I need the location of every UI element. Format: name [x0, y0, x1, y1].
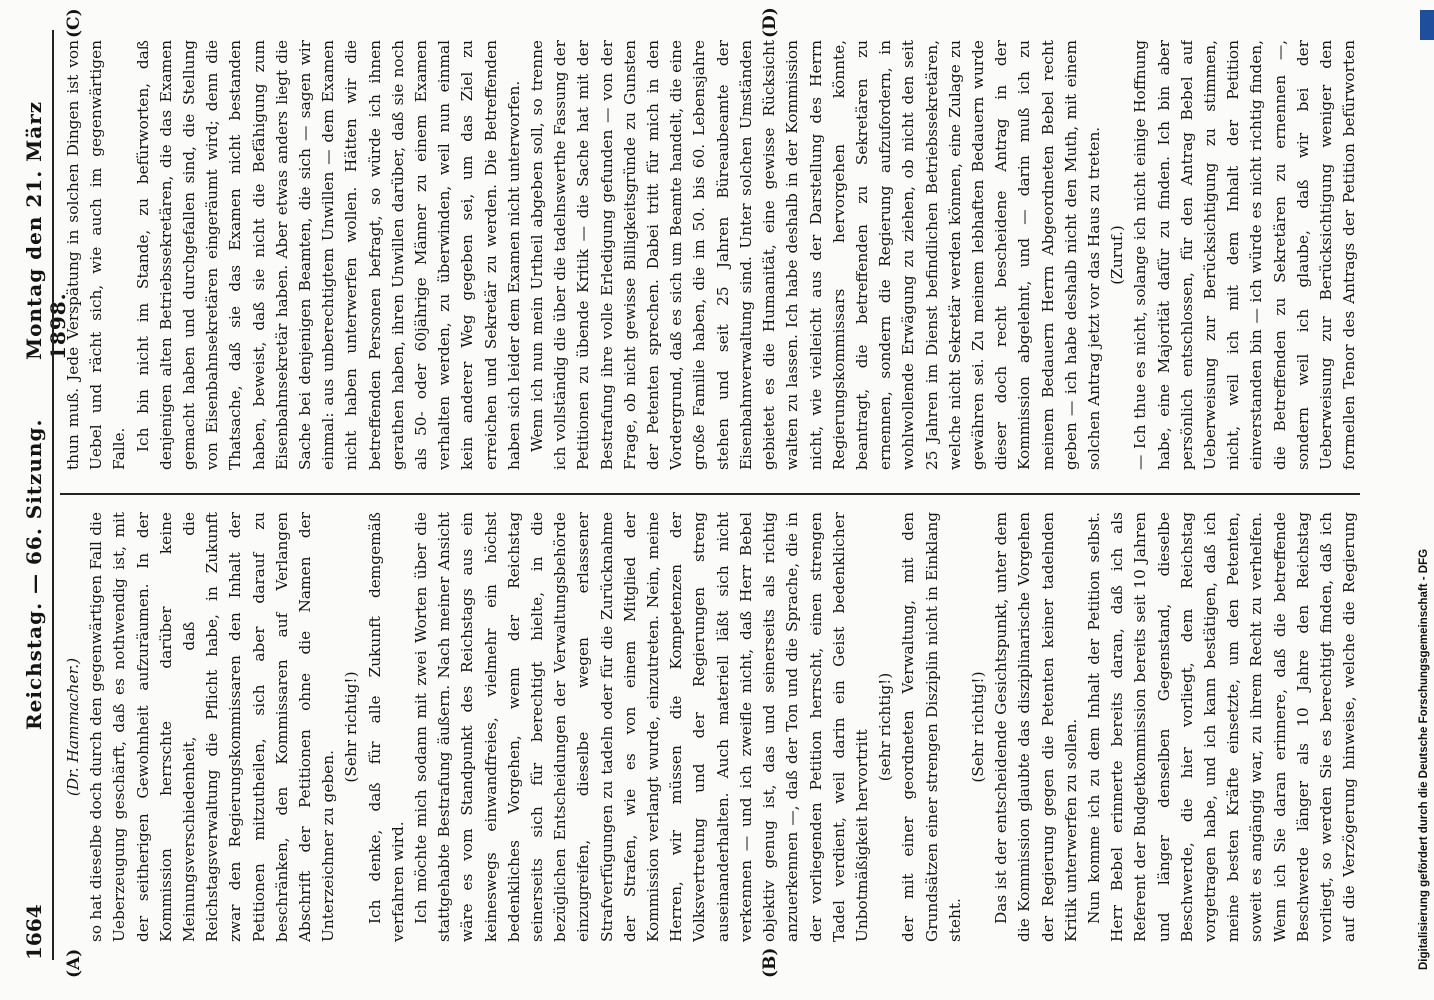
interjection: (sehr richtig!)	[876, 672, 895, 782]
page-header	[14, 30, 70, 960]
paragraph: Nun komme ich zu dem Inhalt der Petition selbst. Herr Bebel erinnerte bereits daran, daß ich als Referent der Budgetkommission bereits seit 10 Jahren und länger denselben Gegenstand, dieselbe Beschwerde, die hier vorliegt, dem Reichstag vorgetragen habe, und ich kann bestätigen, daß ich meine besten Kräfte einsetzte, um den Petenten, soweit es angängig war, zu ihrem Recht zu verhelfen. Wenn ich Sie daran erinnere, daß die betreffende Beschwerde länger als 10 Jahre den Reichstag vorliegt, so werden Sie es berechtigt finden, daß ich auf die Verzögerung hinweise, welche die Regierung	[1084, 512, 1359, 942]
page-number: 1664	[22, 904, 46, 960]
interjection: (Zuruf.)	[1108, 225, 1127, 285]
interjection: (Sehr richtig!)	[342, 671, 361, 783]
paragraph: Ich bin nicht im Stande, zu befürworten, daß denjenigen alten Betriebssekretären, die das Examen gemacht haben und durchgefallen sind, die Stellung von Eisenbahnsekretären eingeräumt wird; denn die Thatsache, daß sie das Examen nicht bestanden haben, beweist, daß sie nicht die Befähigung zum Eisenbahnsekretär haben. Aber etwas anders liegt die Sache bei denjenigen Beamten, die sich — sagen wir einmal: aus unberechtigtem Unwillen — dem Examen nicht haben unterwerfen wollen. Hätten wir die betreffenden Personen befragt, so würde ich ihnen gerathen haben, ihren Unwillen darüber, daß sie noch als 50- oder 60jährige Männer zu einem Examen verhalten werden, zu überwinden, weil nun einmal kein anderer Weg gegeben sei, um das Ziel zu erreichen und Sekretär zu werden. Die Betreffenden haben sich leider dem Examen nicht unterworfen.	[133, 40, 523, 470]
paragraph: thun muß. Jede Verspätung in solchen Dingen ist von Uebel und rächt sich, wie auch im gegenwärtigen Falle.	[64, 40, 129, 470]
digitization-acknowledgement: Digitalisierung gefördert durch die Deutsche Forschungsgemeinschaft - DFG	[1418, 548, 1430, 970]
paragraph: Das ist der entscheidende Gesichtspunkt, unter dem die Kommission glaubte das disziplinarische Vorgehen der Regierung gegen die Petenten keiner tadelnden Kritik unterwerfen zu sollen.	[992, 512, 1080, 942]
right-column	[62, 40, 1362, 470]
left-column	[62, 512, 1362, 942]
margin-marker-a: (A)	[64, 948, 84, 978]
paragraph: — Ich thue es nicht, solange ich nicht einige Hoffnung habe, eine Majorität dafür zu finden. Ich bin aber persönlich entschlossen, für den Antrag Bebel auf Ueberweisung zur Berücksichtigung zu stimmen, nicht, weil ich mit dem Inhalt der Petition einverstanden bin — ich würde es nicht richtig finden, die Betreffenden zu Sekretären zu ernennen —, sondern weil ich glaube, daß wir bei der Ueberweisung zur Berücksichtigung weniger den formellen Tenor des Antrags der Petition befürworten	[1131, 40, 1359, 470]
margin-marker-c: (C)	[64, 8, 84, 38]
digitization-sidebar	[1418, 10, 1434, 990]
header-rule	[52, 30, 54, 960]
paragraph: Ich möchte mich sodann mit zwei Worten über die stattgehabte Bestrafung äußern. Nach meiner Ansicht wäre es vom Standpunkt des Reichstags aus ein keineswegs einwandfreies, vielmehr ein höchst bedenkliches Vorgehen, wenn der Reichstag seinerseits sich für berechtigt hielte, in die bezüglichen Entscheidungen der Verwaltungsbehörde einzugreifen, dieselbe wegen erlassener Strafverfügungen zu tadeln oder für die Zurücknahme der Strafen, wie es von einem Mitglied der Kommission verlangt wurde, einzutreten. Nein, meine Herren, wir müssen die Kompetenzen der Volksvertretung und der Regierungen streng auseinanderhalten. Auch materiell läßt sich nicht verkennen — und ich zweifle nicht, daß Herr Bebel objektiv genug ist, das und seinerseits als richtig anzuerkennen —, daß der Ton und die Sprache, die in der vorliegenden Petition herrscht, einen strengen Tadel verdient, weil darin ein Geist bedenklicher Unbotmäßigkeit hervortritt	[412, 512, 871, 942]
paragraph: so hat dieselbe doch durch den gegenwärtigen Fall die Ueberzeugung geschärft, daß es nothwendig ist, mit der seitherigen Gewohnheit aufzuräumen. In der Kommission herrschte darüber keine Meinungsverschiedenheit, daß die Reichstagsverwaltung die Pflicht habe, in Zukunft zwar den Regierungskommissaren den Inhalt der Petitionen mitzutheilen, sich aber darauf zu beschränken, den Kommissaren auf Verlangen Abschrift der Petitionen ohne die Namen der Unterzeichner zu geben.	[87, 512, 338, 942]
paragraph: Ich denke, daß für alle Zukunft demgemäß verfahren wird.	[365, 512, 407, 942]
speaker-name: (Dr. Hammacher.)	[64, 657, 82, 797]
margin-marker-b: (B)	[760, 947, 780, 978]
margin-marker-d: (D)	[760, 7, 780, 38]
left-running-head: Reichstag. — 66. Sitzung.	[22, 418, 46, 730]
paragraph: der mit einer geordneten Verwaltung, mit den Grundsätzen einer strengen Disziplin nicht in Einklang steht.	[899, 512, 964, 942]
right-running-head: Montag den 21. März 1898.	[22, 100, 70, 360]
interjection: (Sehr richtig!)	[968, 671, 987, 783]
column-divider	[60, 493, 1360, 495]
paragraph: Wenn ich nun mein Urtheil abgeben soll, so trenne ich vollständig die über die tadelnswerthe Fassung der Petitionen zu übende Kritik — die Sache hat mit der Bestrafung ihre volle Erledigung gefunden — von der Frage, ob nicht gewisse Billigkeitsgründe zu Gunsten der Petenten sprechen. Dabei tritt für mich in den Vordergrund, daß es sich um Beamte handelt, die eine große Familie haben, die im 50. bis 60. Lebensjahre stehen und seit 25 Jahren Büreaubeamte der Eisenbahnverwaltung sind. Unter solchen Umständen gebietet es die Humanität, eine gewisse Rücksicht walten zu lassen. Ich habe deshalb in der Kommission nicht, wie vielleicht aus der Darstellung des Herrn Regierungskommissars hervorgehen könnte, beantragt, die betreffenden zu Sekretären zu ernennen, sondern die Regierung aufzufordern, in wohlwollende Erwägung zu ziehen, ob nicht den seit 25 Jahren im Dienst befindlichen Betriebssekretären, welche nicht Sekretär werden können, eine Zulage zu gewähren sei. Zu meinem lebhaften Bedauern wurde dieser doch recht bescheidene Antrag in der Kommission abgelehnt, und — darin muß ich zu meinem Bedauern Herrn Abgeordneten Bebel recht geben — ich habe deshalb nicht den Muth, mit einem solchen Antrag jetzt vor das Haus zu treten.	[528, 40, 1103, 470]
